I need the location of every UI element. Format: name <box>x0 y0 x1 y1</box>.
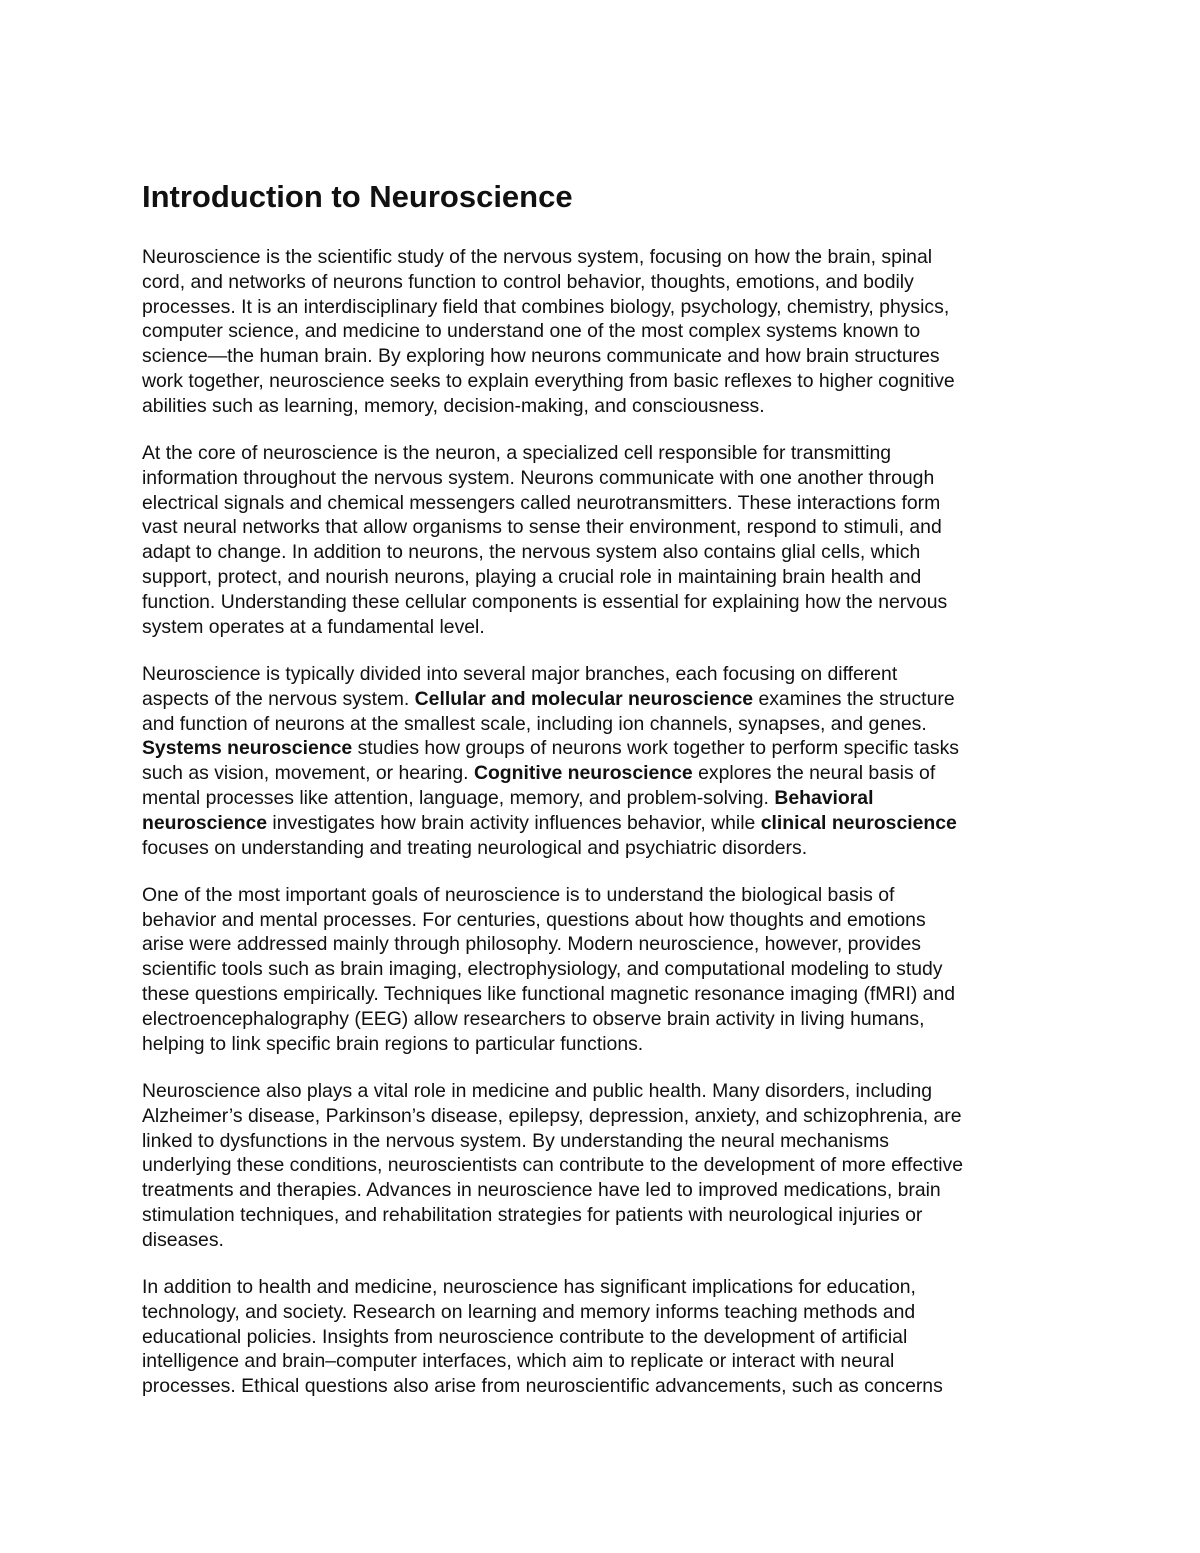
paragraph-1 <box>142 245 1062 419</box>
text-line: helping to link specific brain regions to particular functions. <box>142 1032 644 1055</box>
text-line: treatments and therapies. Advances in neuroscience have led to improved medications, brain <box>142 1179 941 1202</box>
paragraph-2 <box>142 441 1062 639</box>
bold-term-clinical: clinical neuroscience <box>760 811 957 834</box>
text-run: mental processes like attention, language, memory, and problem-solving. <box>142 786 775 809</box>
text-line <box>142 687 1062 712</box>
text-line: electrical signals and chemical messengers called neurotransmitters. These interactions form <box>142 491 941 514</box>
text-line: scientific tools such as brain imaging, electrophysiology, and computational modeling to study <box>142 958 943 981</box>
text-line: electroencephalography (EEG) allow researchers to observe brain activity in living humans, <box>142 1007 925 1030</box>
text-line: function. Understanding these cellular components is essential for explaining how the nervous <box>142 590 948 613</box>
text-line: adapt to change. In addition to neurons, the nervous system also contains glial cells, which <box>142 541 921 564</box>
text-run: aspects of the nervous system. <box>142 687 415 710</box>
text-run: such as vision, movement, or hearing. <box>142 762 474 785</box>
text-run: examines the structure <box>753 687 955 710</box>
text-line: technology, and society. Research on learning and memory informs teaching methods and <box>142 1300 916 1323</box>
text-line <box>142 836 1062 861</box>
text-line: linked to dysfunctions in the nervous system. By understanding the neural mechanisms <box>142 1129 889 1152</box>
text-line: vast neural networks that allow organisms to sense their environment, respond to stimuli, and <box>142 516 942 539</box>
paragraph-6 <box>142 1275 1062 1399</box>
bold-term-systems: Systems neuroscience <box>142 737 353 760</box>
text-line <box>142 786 1062 811</box>
text-line: cord, and networks of neurons function to control behavior, thoughts, emotions, and bodily <box>142 270 914 293</box>
paragraph-3 <box>142 662 1062 860</box>
text-run: focuses on understanding and treating neurological and psychiatric disorders. <box>142 836 808 859</box>
text-run: explores the neural basis of <box>692 762 936 785</box>
text-run: and function of neurons at the smallest scale, including ion channels, synapses, and genes. <box>142 712 927 735</box>
text-line: computer science, and medicine to understand one of the most complex systems known to <box>142 320 921 343</box>
paragraph-5 <box>142 1079 1062 1253</box>
text-run: studies how groups of neurons work together to perform specific tasks <box>352 737 959 760</box>
text-line: processes. Ethical questions also arise from neuroscientific advancements, such as concerns <box>142 1375 943 1398</box>
text-line <box>142 712 1062 737</box>
bold-term-behavioral-cont: neuroscience <box>142 811 268 834</box>
paragraph-4 <box>142 883 1062 1057</box>
text-line: processes. It is an interdisciplinary field that combines biology, psychology, chemistry, physics, <box>142 295 950 318</box>
text-line: At the core of neuroscience is the neuron, a specialized cell responsible for transmitting <box>142 442 892 465</box>
text-line <box>142 662 1062 687</box>
text-line: these questions empirically. Techniques like functional magnetic resonance imaging (fMRI) and <box>142 983 956 1006</box>
text-line: In addition to health and medicine, neuroscience has significant implications for education, <box>142 1275 916 1298</box>
text-run: investigates how brain activity influences behavior, while <box>267 811 761 834</box>
bold-term-cellular-molecular: Cellular and molecular neuroscience <box>414 687 754 710</box>
text-line <box>142 761 1062 786</box>
document-title: Introduction to Neuroscience <box>142 179 573 214</box>
text-line: abilities such as learning, memory, decision-making, and consciousness. <box>142 394 765 417</box>
text-line: intelligence and brain–computer interfaces, which aim to replicate or interact with neural <box>142 1350 895 1373</box>
text-line: arise were addressed mainly through philosophy. Modern neuroscience, however, provides <box>142 933 921 956</box>
text-line <box>142 736 1062 761</box>
bold-term-cognitive: Cognitive neuroscience <box>473 762 693 785</box>
text-line: diseases. <box>142 1228 224 1251</box>
text-line: support, protect, and nourish neurons, playing a crucial role in maintaining brain health and <box>142 566 922 589</box>
text-line: science—the human brain. By exploring how neurons communicate and how brain structures <box>142 345 940 368</box>
text-line: work together, neuroscience seeks to explain everything from basic reflexes to higher cognitive <box>142 369 955 392</box>
text-line: information throughout the nervous system. Neurons communicate with one another through <box>142 466 935 489</box>
text-line: Alzheimer’s disease, Parkinson’s disease, epilepsy, depression, anxiety, and schizophrenia, are <box>142 1104 962 1127</box>
text-line: stimulation techniques, and rehabilitation strategies for patients with neurological injuries or <box>142 1203 923 1226</box>
text-line: One of the most important goals of neuroscience is to understand the biological basis of <box>142 883 895 906</box>
document-page <box>142 178 1062 1421</box>
text-line: system operates at a fundamental level. <box>142 615 485 638</box>
text-line <box>142 811 1062 836</box>
text-line: Neuroscience also plays a vital role in medicine and public health. Many disorders, including <box>142 1079 933 1102</box>
text-line: Neuroscience is the scientific study of the nervous system, focusing on how the brain, spinal <box>142 246 933 268</box>
text-line: underlying these conditions, neuroscientists can contribute to the development of more effective <box>142 1154 963 1177</box>
bold-term-behavioral: Behavioral <box>774 786 874 809</box>
text-line: behavior and mental processes. For centuries, questions about how thoughts and emotions <box>142 908 926 931</box>
text-run: Neuroscience is typically divided into several major branches, each focusing on different <box>142 662 898 685</box>
text-line: educational policies. Insights from neuroscience contribute to the development of artificial <box>142 1325 908 1348</box>
